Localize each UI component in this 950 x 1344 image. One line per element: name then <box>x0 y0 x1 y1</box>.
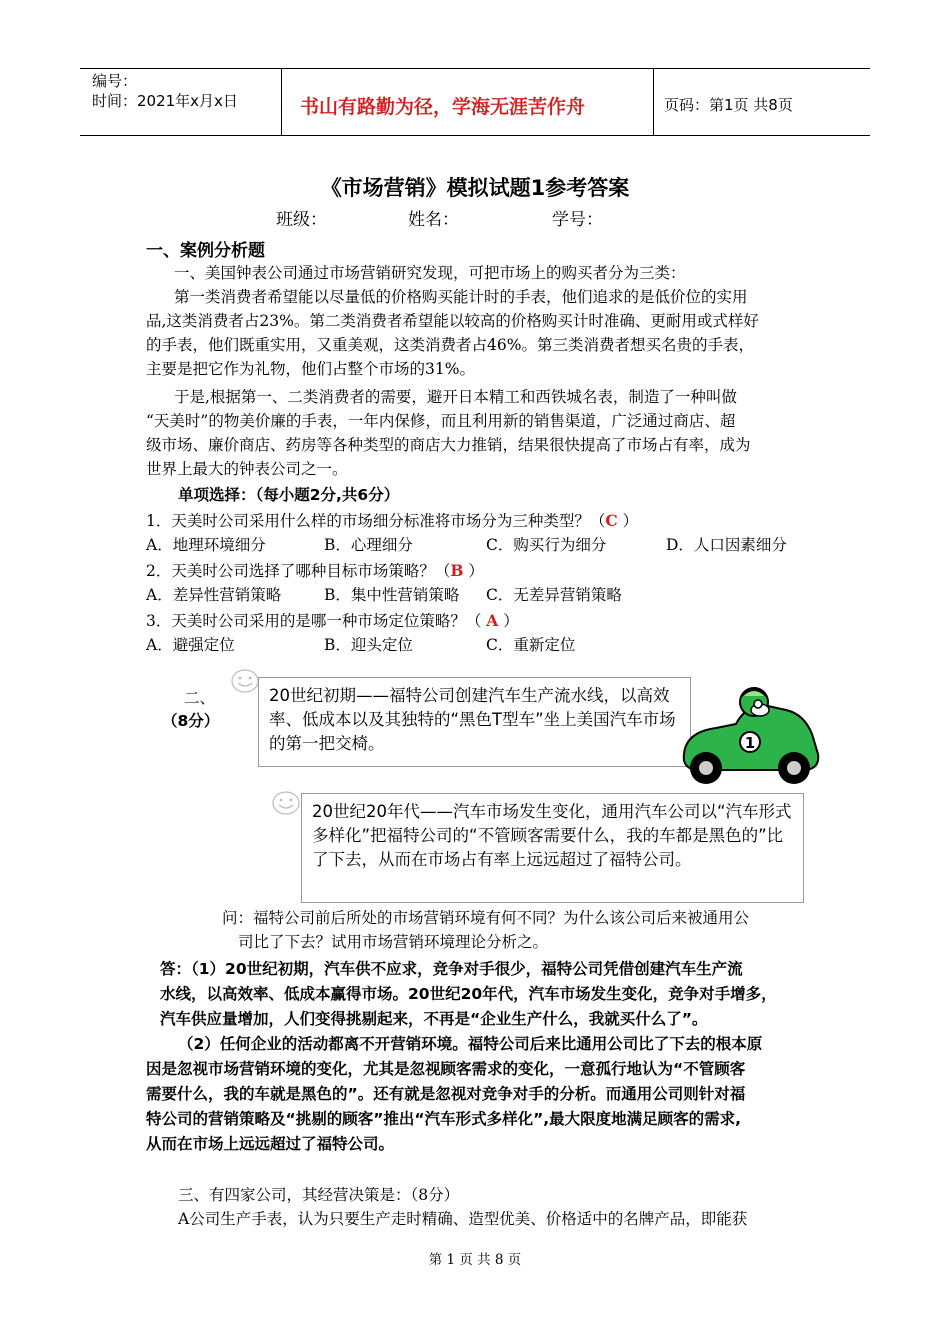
para1-line1: 第一类消费者希望能以尽量低的价格购买能计时的手表，他们追求的是低价位的实用 <box>174 288 748 306</box>
q2-option-c: C．无差异营销策略 <box>486 586 622 604</box>
section1-intro: 一、美国钟表公司通过市场营销研究发现，可把市场上的购买者分为三类： <box>174 264 686 282</box>
answer-line2: 水线，以高效率、低成本赢得市场。20世纪20年代，汽车市场发生变化，竞争对手增多， <box>160 985 777 1003</box>
car-number: 1 <box>744 734 756 752</box>
answer-line5: 因是忽视市场营销环境的变化，尤其是忽视顾客需求的变化，一意孤行地认为“不管顾客 <box>146 1060 746 1078</box>
header-number: 编号： <box>92 72 138 90</box>
para1-line4: 主要是把它作为礼物，他们占整个市场的31%。 <box>146 360 475 378</box>
header-motto: 书山有路勤为径，学海无涯苦作舟 <box>300 96 586 118</box>
header-time: 时间：2021年x月x日 <box>92 92 238 110</box>
para2-line2: “天美时”的物美价廉的手表，一年内保修，而且利用新的销售渠道，广泛通过商店、超 <box>146 412 736 430</box>
question-2 <box>146 558 484 584</box>
para2-line4: 世界上最大的钟表公司之一。 <box>146 460 348 478</box>
q1-option-c: C．购买行为细分 <box>486 536 607 554</box>
section1-heading: 一、案例分析题 <box>146 241 265 261</box>
section2-label: 二、 <box>184 689 216 707</box>
question-2-close: ） <box>463 562 484 580</box>
q1-option-d: D．人口因素细分 <box>666 536 787 554</box>
q3-option-b: B．迎头定位 <box>324 636 413 654</box>
question-line1: 问：福特公司前后所处的市场营销环境有何不同？为什么该公司后来被通用公 <box>222 909 750 927</box>
answer-line6: 需要什么，我的车就是黑色的”。还有就是忽视对竞争对手的分析。而通用公司则针对福 <box>146 1085 746 1103</box>
para2-line1: 于是,根据第一、二类消费者的需要，避开日本精工和西铁城名表，制造了一种叫做 <box>174 388 737 406</box>
info-name: 姓名： <box>408 210 459 230</box>
header-divider-right <box>653 68 654 135</box>
answer-line3: 汽车供应量增加，人们变得挑剔起来，不再是“企业生产什么，我就买什么了”。 <box>160 1010 708 1028</box>
para1-line2: 品,这类消费者占23%。第二类消费者希望能以较高的价格购买计时准确、更耐用或式样好 <box>146 312 759 330</box>
q1-option-b: B．心理细分 <box>324 536 413 554</box>
info-class: 班级： <box>276 210 327 230</box>
smiley-icon <box>229 668 261 694</box>
question-3-text: 3．天美时公司采用的是哪一种市场定位策略？（ <box>146 612 487 630</box>
answer-line8: 从而在市场上远远超过了福特公司。 <box>146 1135 395 1153</box>
question-1-close: ） <box>617 512 639 530</box>
info-id: 学号： <box>552 210 603 230</box>
race-car-icon <box>676 684 826 804</box>
header-bottom-line <box>80 135 870 136</box>
q3-option-a: A．避强定位 <box>146 636 235 654</box>
answer-line1: 答：（1）20世纪初期，汽车供不应求，竞争对手很少，福特公司凭借创建汽车生产流 <box>160 960 743 978</box>
header-page: 页码：第1页 共8页 <box>664 96 793 114</box>
q1-option-a: A．地理环境细分 <box>146 536 266 554</box>
question-line2: 司比了下去？试用市场营销环境理论分析之。 <box>238 933 549 951</box>
section3-line1: A公司生产手表，认为只要生产走时精确、造型优美、价格适中的名牌产品，即能获 <box>178 1210 748 1228</box>
q3-option-c: C．重新定位 <box>486 636 576 654</box>
question-1-text: 1．天美时公司采用什么样的市场细分标准将市场分为三种类型？（ <box>146 512 606 530</box>
question-2-answer: B <box>450 561 464 580</box>
question-1 <box>146 508 638 534</box>
section2-score: （8分） <box>162 712 220 730</box>
question-3-answer: A <box>486 611 499 630</box>
question-3-close: ） <box>498 612 519 630</box>
mc-heading: 单项选择：（每小题2分,共6分） <box>178 486 400 504</box>
q2-option-a: A．差异性营销策略 <box>146 586 282 604</box>
question-2-text: 2．天美时公司选择了哪种目标市场策略？（ <box>146 562 451 580</box>
callout-box-2: 20世纪20年代——汽车市场发生变化，通用汽车公司以“汽车形式多样化”把福特公司的“不管顾客需要什么，我的车都是黑色的”比了下去，从而在市场占有率上远远超过了福特公司。 <box>301 793 804 903</box>
header-divider-left <box>281 68 282 135</box>
callout-box-1: 20世纪初期——福特公司创建汽车生产流水线，以高效率、低成本以及其独特的“黑色T型车”坐上美国汽车市场的第一把交椅。 <box>258 677 691 767</box>
answer-line7: 特公司的营销策略及“挑剔的顾客”推出“汽车形式多样化”,最大限度地满足顾客的需求, <box>146 1110 742 1128</box>
section3-heading: 三、有四家公司，其经营决策是：（8分） <box>178 1186 460 1204</box>
q2-option-b: B．集中性营销策略 <box>324 586 460 604</box>
question-1-answer: C <box>605 511 618 530</box>
smiley-icon-2 <box>270 790 302 816</box>
page-footer: 第 1 页 共 8 页 <box>428 1252 522 1268</box>
header-top-line <box>80 68 870 69</box>
question-3 <box>146 608 519 634</box>
para1-line3: 的手表，他们既重实用，又重美观，这类消费者占46%。第三类消费者想买名贵的手表， <box>146 336 754 354</box>
answer-line4: （2）任何企业的活动都离不开营销环境。福特公司后来比通用公司比了下去的根本原 <box>178 1035 763 1053</box>
page-title: 《市场营销》模拟试题1参考答案 <box>320 176 630 200</box>
para2-line3: 级市场、廉价商店、药房等各种类型的商店大力推销，结果很快提高了市场占有率，成为 <box>146 436 751 454</box>
